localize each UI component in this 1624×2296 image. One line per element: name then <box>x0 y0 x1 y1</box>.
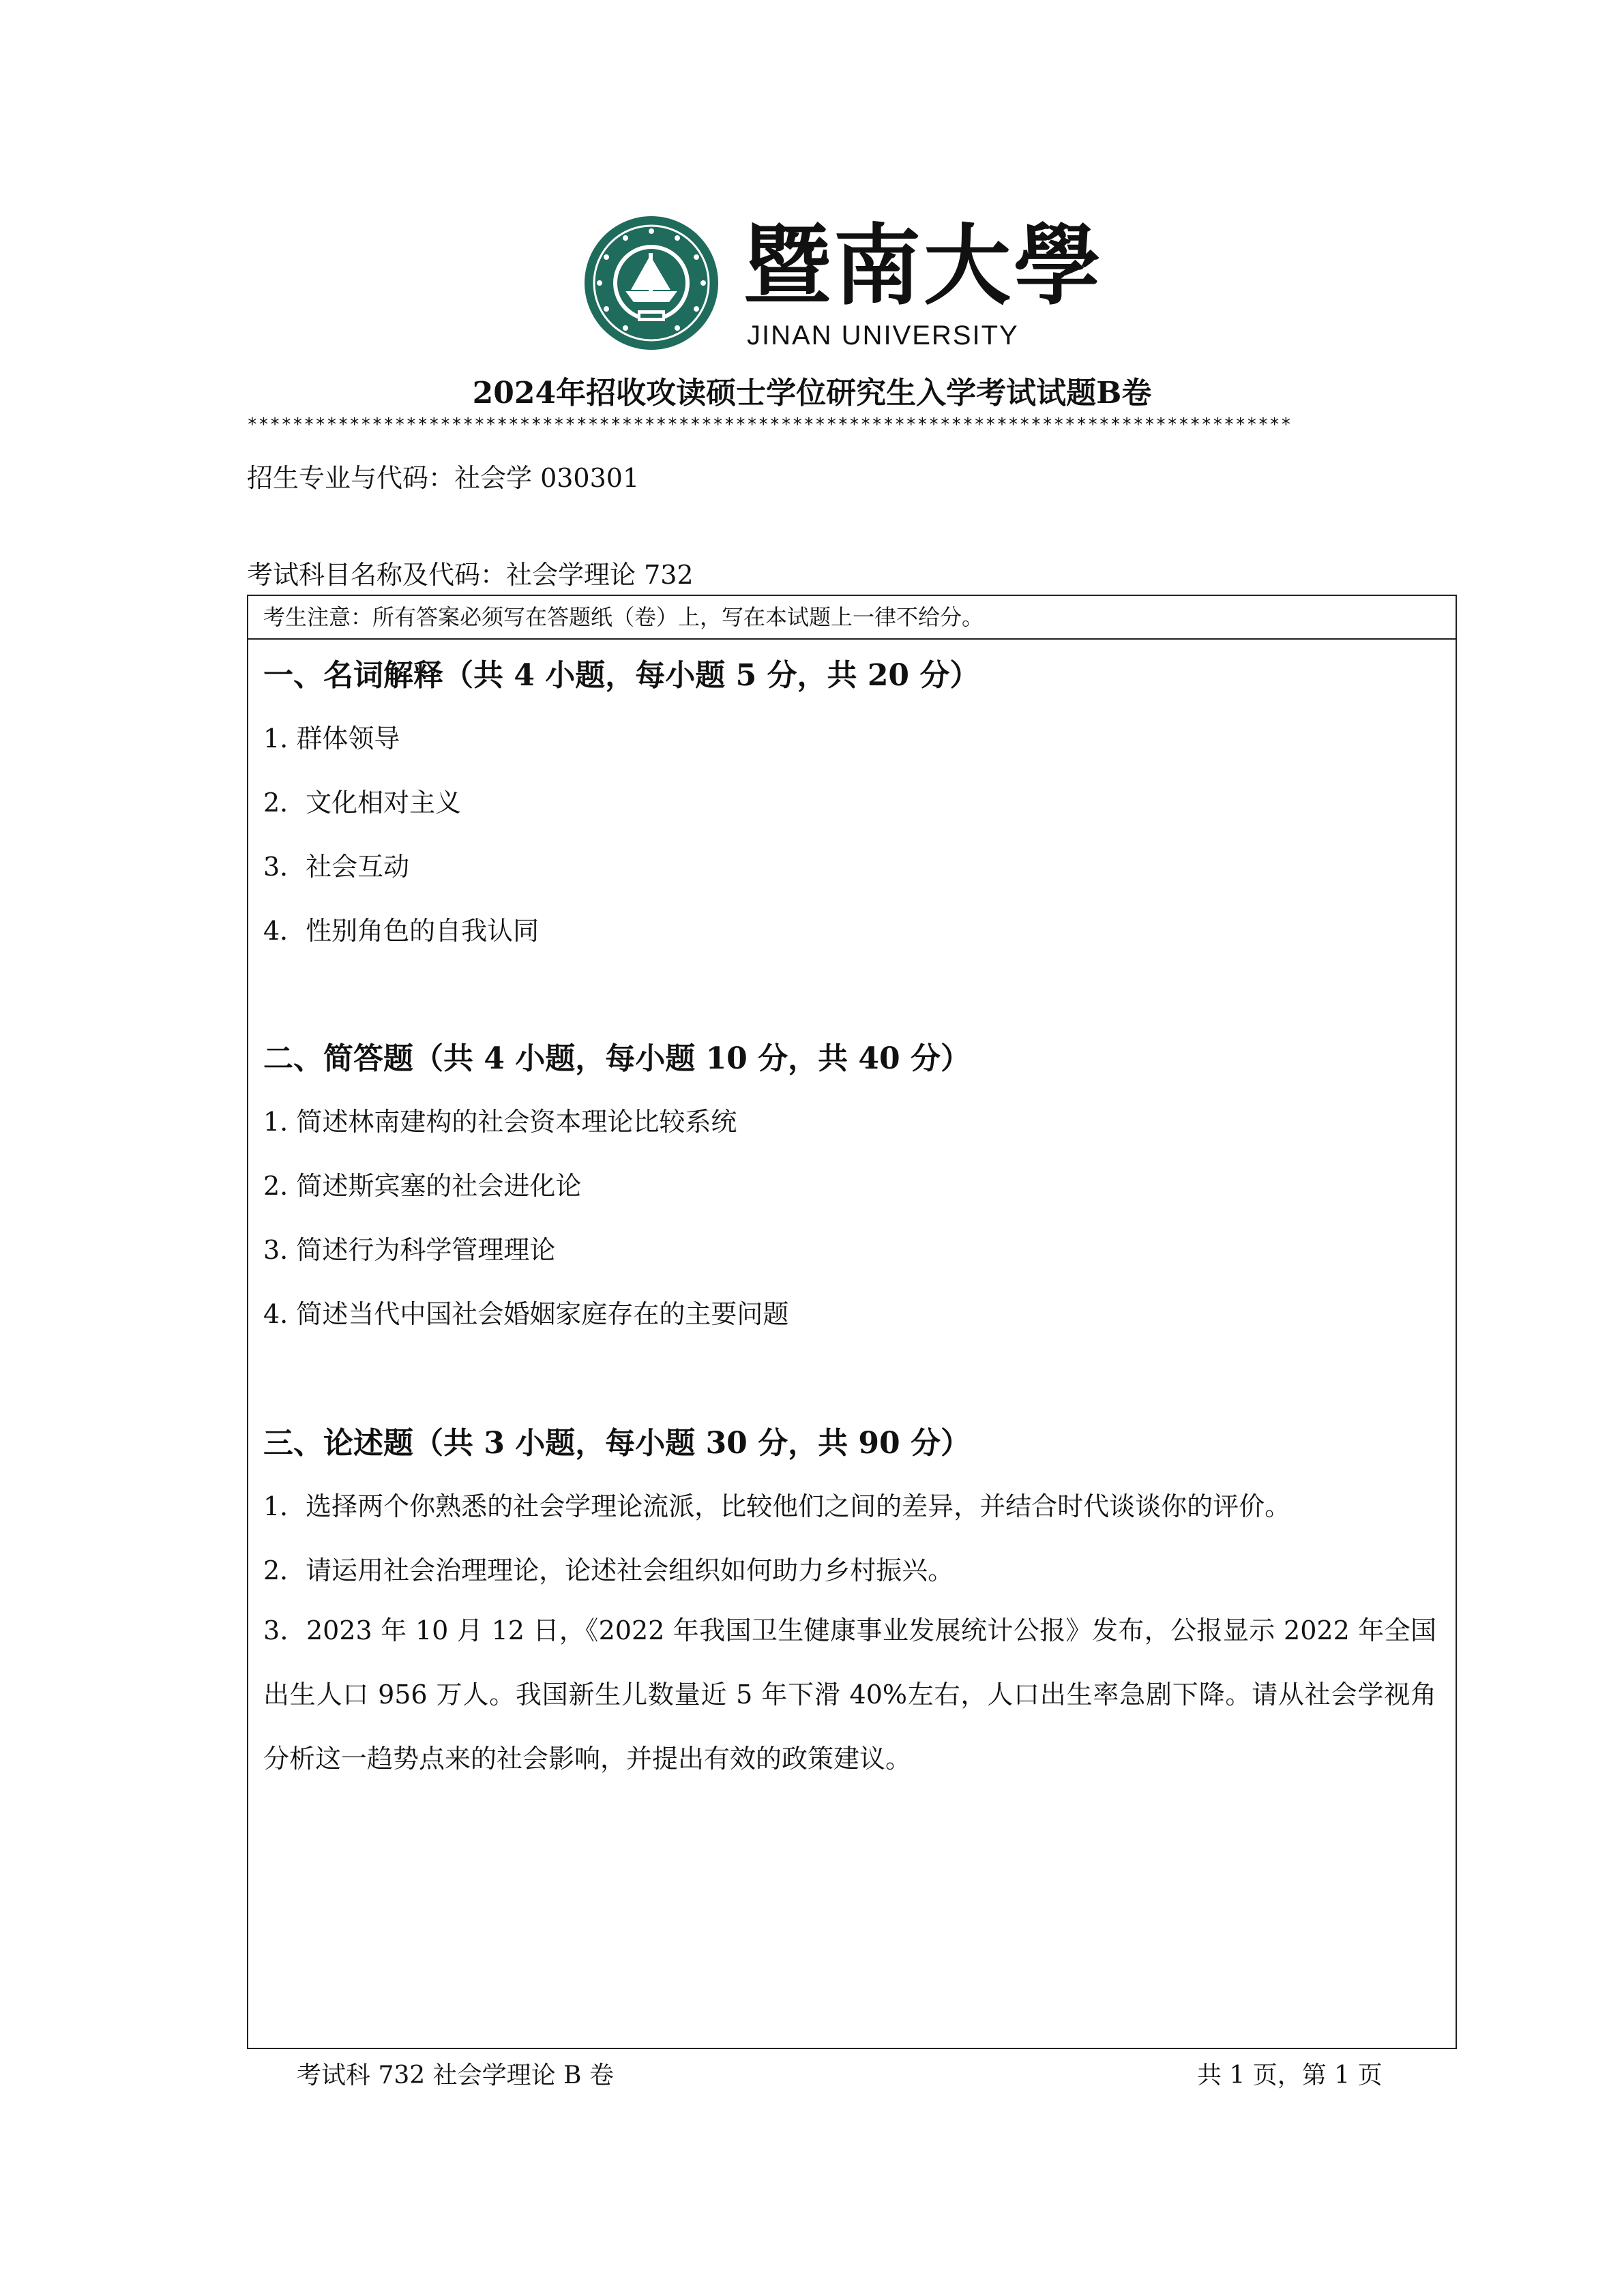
brand-name-chinese: 暨南大學 <box>743 215 1104 317</box>
section-title: 一、名词解释（共 4 小题，每小题 5 分，共 20 分） <box>263 658 980 693</box>
question-item: 4．性别角色的自我认同 <box>263 916 540 946</box>
section-title: 三、论述题（共 3 小题，每小题 30 分，共 90 分） <box>263 1426 971 1461</box>
candidate-notice: 考生注意：所有答案必须写在答题纸（卷）上，写在本试题上一律不给分。 <box>248 596 1456 640</box>
question-item: 2. 简述斯宾塞的社会进化论 <box>263 1171 582 1201</box>
question-item: 3. 简述行为科学管理理论 <box>263 1235 556 1265</box>
university-logo <box>583 211 1104 361</box>
question-item: 1. 群体领导 <box>263 724 400 754</box>
footer-subject: 考试科 732 社会学理论 B 卷 <box>297 2061 614 2089</box>
question-item: 1. 简述林南建构的社会资本理论比较系统 <box>263 1107 737 1137</box>
university-seal-icon <box>583 215 720 351</box>
separator-line: ******************************************************************************************** <box>247 415 1293 435</box>
question-item: 3．社会互动 <box>263 852 410 882</box>
major-code-line: 招生专业与代码：社会学 030301 <box>247 463 640 493</box>
question-item: 1．选择两个你熟悉的社会学理论流派，比较他们之间的差异，并结合时代谈谈你的评价。 <box>263 1491 1291 1521</box>
question-item: 2．文化相对主义 <box>263 788 462 818</box>
section-title: 二、简答题（共 4 小题，每小题 10 分，共 40 分） <box>263 1041 971 1076</box>
footer-page-count: 共 1 页，第 1 页 <box>1197 2061 1383 2089</box>
subject-code-line: 考试科目名称及代码：社会学理论 732 <box>247 560 694 590</box>
exam-content-box <box>247 595 1457 2049</box>
question-item: 4. 简述当代中国社会婚姻家庭存在的主要问题 <box>263 1299 789 1329</box>
brand-name-english: JINAN UNIVERSITY <box>747 320 1019 351</box>
question-paragraph: 3．2023 年 10 月 12 日，《2022 年我国卫生健康事业发展统计公报》发布，公报显示 2022 年全国出生人口 956 万人。我国新生儿数量近 5 年下滑 40%左右，人口出生率急剧下降。请从社会学视角分析这一趋势点来的社会影响，并提出有效的政策建议。 <box>263 1615 1436 1774</box>
question-item: 2．请运用社会治理理论，论述社会组织如何助力乡村振兴。 <box>263 1555 954 1585</box>
exam-title: 2024年招收攻读硕士学位研究生入学考试试题B卷 <box>472 376 1152 411</box>
